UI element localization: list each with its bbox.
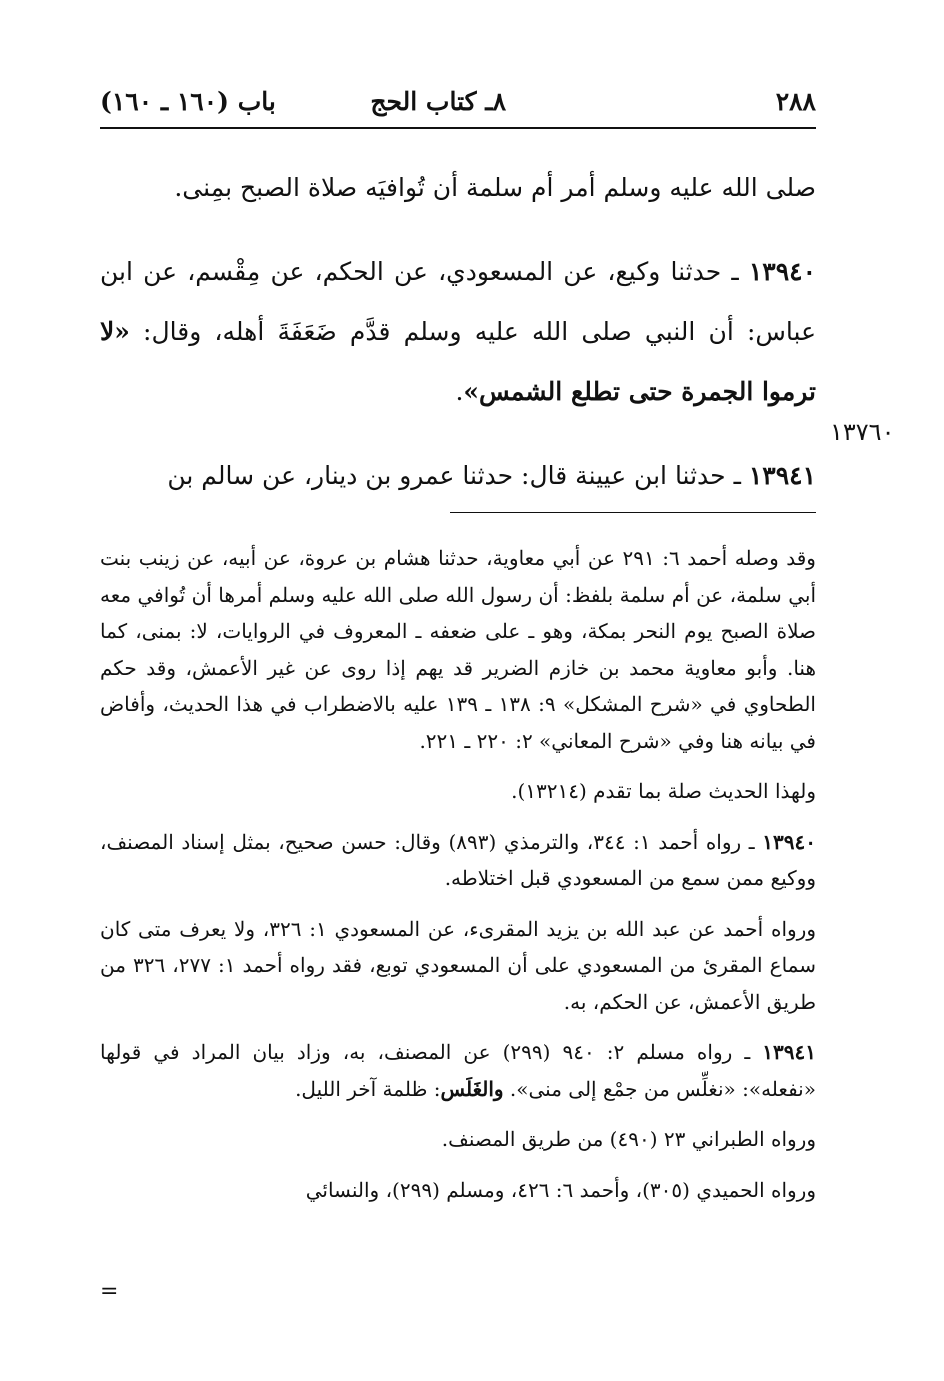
- footnote-paragraph: [100, 773, 816, 810]
- footnote-text: ـ رواه مسلم ٢: ٩٤٠ (٢٩٩) عن المصنف، به، وزاد بيان المراد في قولها «نفعله»: «نغلِّس من جمْع إلى منى».: [100, 1040, 816, 1101]
- footnote-paragraph: [100, 911, 816, 1021]
- section-title: باب (١٦٠ ـ ١٦٠): [100, 87, 276, 116]
- footnote-term: والغَلَس: [440, 1076, 504, 1101]
- hadith-text: ـ حدثنا ابن عيينة قال: حدثنا عمرو بن دينار، عن سالم بن: [167, 461, 749, 490]
- footnote-text: ـ رواه أحمد ١: ٣٤٤، والترمذي (٨٩٣) وقال: حسن صحيح، بمثل إسناد المصنف، ووكيع ممن سمع من المسعودي قبل اختلاطه.: [100, 829, 816, 890]
- footnote-13940: [100, 824, 816, 897]
- hadith-number: ١٣٩٤٠: [748, 257, 816, 286]
- footnotes: [100, 540, 816, 1208]
- footnote-13941: [100, 1034, 816, 1107]
- chapter-title: ٨ـ كتاب الحج: [370, 87, 506, 116]
- hadith-13941: [100, 446, 816, 506]
- continuation-mark: =: [100, 1279, 119, 1304]
- hadith-quote: «لا ترموا الجمرة حتى تطلع الشمس»: [100, 317, 816, 406]
- hadith-number: ١٣٩٤١: [748, 461, 816, 490]
- hadith-text: ـ حدثنا وكيع، عن المسعودي، عن الحكم، عن مِقْسم، عن ابن عباس: أن النبي صلى الله عليه وسلم قدَّم ضَعَفَةَ أهله، وقال:: [100, 257, 816, 346]
- footnote-text: ورواه أحمد عن عبد الله بن يزيد المقرىء، عن المسعودي ١: ٣٢٦، ولا يعرف متى كان سماع المقرئ من المسعودي على أن المسعودي توبع، فقد رواه أحمد ١: ٢٧٧، ٣٢٦ من طريق الأعمش، عن الحكم، به.: [100, 916, 816, 1014]
- paragraph-continued: [100, 158, 816, 218]
- footnote-paragraph: [100, 1121, 816, 1158]
- page-number: ٢٨٨: [775, 87, 816, 116]
- footnote-number: ١٣٩٤٠: [762, 829, 816, 854]
- footnote-text: ورواه الطبراني ٢٣ (٤٩٠) من طريق المصنف.: [441, 1127, 816, 1151]
- hadith-13940: [100, 242, 816, 422]
- footnote-text: وقد وصله أحمد ٦: ٢٩١ عن أبي معاوية، حدثنا هشام بن عروة، عن أبيه، عن زينب بنت أبي سلمة، عن أم سلمة بلفظ: أن رسول الله صلى الله عليه وسلم أمرها أن تُوافي معه صلاة الصبح يوم النحر بمكة، وهو ـ على ضعفه ـ المعروف في الروايات، لا: بمنى، كما هنا. وأبو معاوية محمد بن خازم الضرير قد يهم إذا روى عن غير الأعمش، وقد حكم الطحاوي في «شرح المشكل» ٩: ١٣٨ ـ ١٣٩ عليه بالاضطراب في هذا الحديث، وأفاض في بيانه هنا وفي «شرح المعاني» ٢: ٢٢٠ ـ ٢٢١.: [100, 546, 816, 753]
- footnote-rule: [450, 512, 816, 513]
- footnote-definition: : ظلمة آخر الليل.: [295, 1076, 441, 1101]
- footnote-number: ١٣٩٤١: [762, 1040, 816, 1064]
- footnote-text: ورواه الحميدي (٣٠٥)، وأحمد ٦: ٤٢٦، ومسلم (٢٩٩)، والنسائي: [305, 1177, 816, 1202]
- header-rule: [100, 127, 816, 129]
- main-text: [100, 158, 816, 506]
- paragraph-text: صلى الله عليه وسلم أمر أم سلمة أن تُوافيَه صلاة الصبح بمِنى.: [174, 173, 816, 202]
- footnote-paragraph: [100, 1172, 816, 1209]
- page-header: [100, 84, 816, 124]
- footnote-paragraph: [100, 540, 816, 759]
- margin-reference-number: ١٣٧٦٠: [830, 418, 895, 446]
- footnote-text: ولهذا الحديث صلة بما تقدم (١٣٢١٤).: [511, 779, 816, 803]
- hadith-end: .: [455, 377, 464, 406]
